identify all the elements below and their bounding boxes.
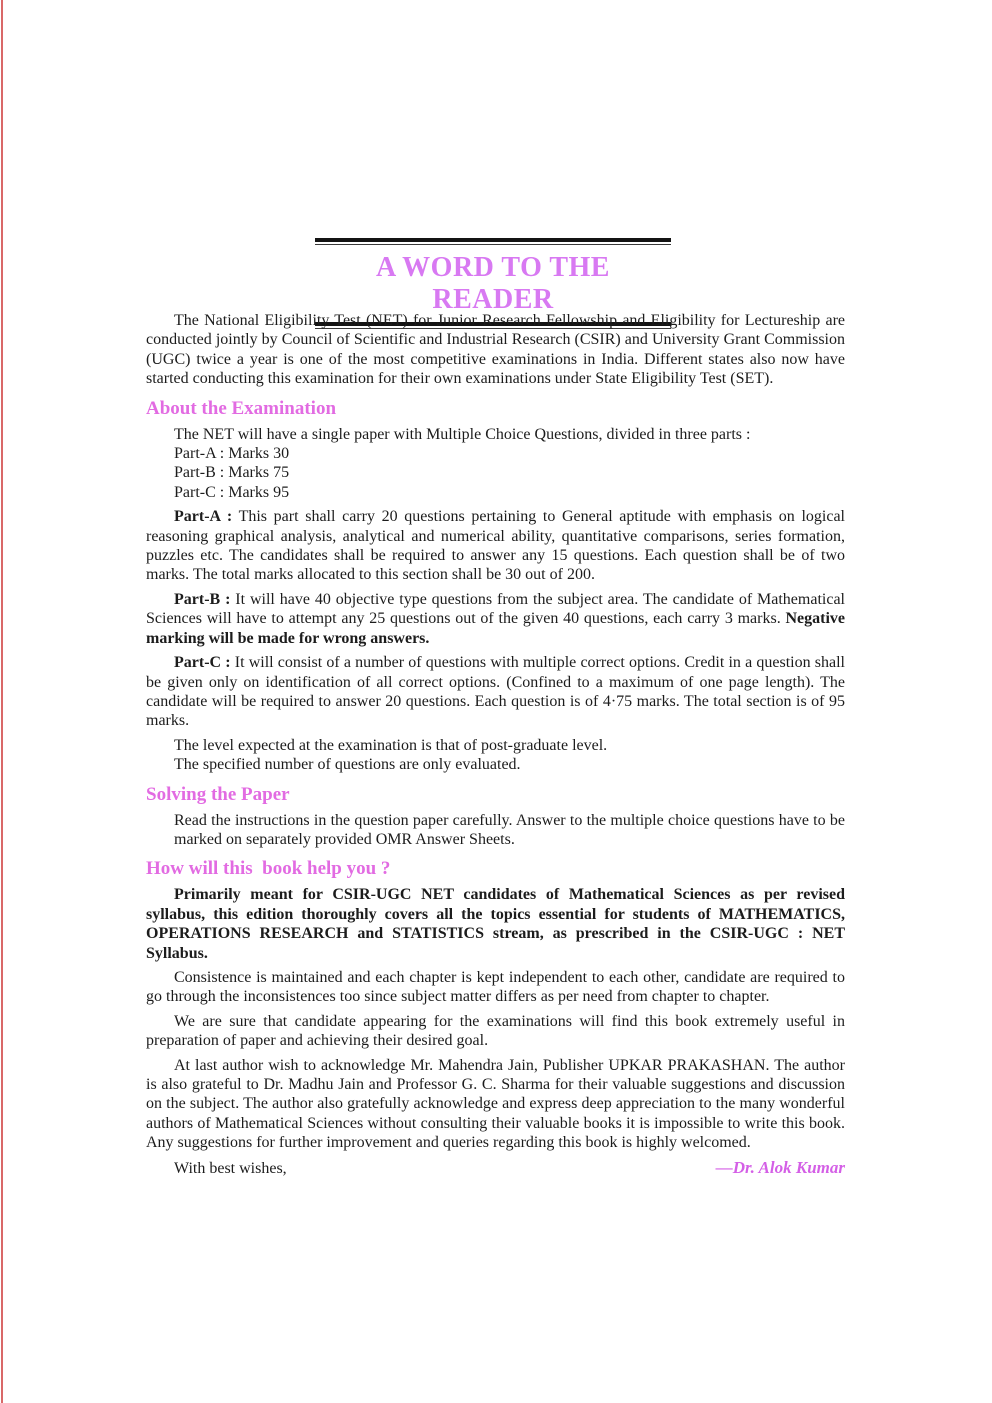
part-c-body: It will consist of a number of questions with multiple correct options. Credit in a question shall be given only on identification of all correct options. (Confined to a maximum of one page length). The candidate will be required to answer 20 questions. Each question is of 4·75 marks. The total section is of 95 marks. [146, 654, 845, 730]
part-a-paragraph [146, 507, 845, 585]
marks-line-part-b: Part-B : Marks 75 [174, 464, 290, 482]
help-paragraph-2: We are sure that candidate appearing for the examinations will find this book extremely useful in preparation of paper and achieving their desired goal. [146, 1012, 845, 1050]
about-note-2: The specified number of questions are only evaluated. [174, 756, 521, 774]
about-intro-line: The NET will have a single paper with Multiple Choice Questions, divided in three parts : [174, 425, 751, 443]
marks-line-part-c: Part-C : Marks 95 [174, 483, 290, 501]
part-b-lead: Part-B : [174, 590, 231, 608]
rule-thin [315, 244, 671, 245]
solving-paragraph: Read the instructions in the question paper carefully. Answer to the multiple choice questions have to be marked on separately provided OMR Answer Sheets. [174, 811, 845, 848]
part-a-body: This part shall carry 20 questions pertaining to General aptitude with emphasis on logical reasoning graphical analysis, analytical and numerical ability, quantitative comparisons, series formation, puzzles etc. The candidates shall be required to answer any 15 questions. Each question shall be of two marks. The total marks allocated to this section shall be 30 out of 200. [146, 508, 846, 584]
part-a-lead: Part-A : [174, 508, 233, 526]
intro-paragraph: The National Eligibility Test (NET) for Junior Research Fellowship and Eligibility for Lectureship are conducted jointly by Council of Scientific and Industrial Research (CSIR) and University Grant Commission (UGC) twice a year is one of the most competitive examinations in India. Different states also now have started conducting this examination for their own examinations under State Eligibility Test (SET). [146, 312, 845, 388]
author-signature: —Dr. Alok Kumar [715, 1157, 845, 1177]
heading-solving-the-paper: Solving the Paper [146, 783, 290, 805]
help-paragraph-1: Consistence is maintained and each chapter is kept independent to each other, candidate are required to go through the inconsistences too since subject matter differs as per need from chapter to chapter. [146, 968, 845, 1006]
part-b-body: It will have 40 objective type questions from the subject area. The candidate of Mathematical Sciences will have to attempt any 25 questions out of the given 40 questions, each carry 3 marks. [146, 590, 845, 628]
page-edge-stripe [1, 0, 3, 1403]
title-top-rule [315, 238, 671, 245]
marks-line-part-a: Part-A : Marks 30 [174, 445, 290, 463]
part-b-paragraph [146, 590, 845, 648]
part-c-lead: Part-C : [174, 654, 231, 672]
page-content [146, 311, 845, 1178]
closing-wishes: With best wishes, [174, 1159, 287, 1177]
heading-about-examination: About the Examination [146, 397, 337, 419]
closing-row [146, 1158, 845, 1178]
heading-how-will-this-book-help: How will this book help you ? [146, 858, 391, 880]
help-bold-paragraph: Primarily meant for CSIR-UGC NET candidates of Mathematical Sciences as per revised syllabus, this edition thoroughly covers all the topics essential for students of MATHEMATICS, OPERATIONS RESEARCH and STATISTICS stream, as prescribed in the CSIR-UGC : NET Syllabus. [146, 886, 845, 962]
help-paragraph-3: At last author wish to acknowledge Mr. Mahendra Jain, Publisher UPKAR PRAKASHAN. The author is also grateful to Dr. Madhu Jain and Professor G. C. Sharma for their valuable suggestions and discussion on the subject. The author also gratefully acknowledge and express deep appreciation to the many wonderful authors of Mathematical Sciences without consulting their valuable books it is impossible to write this book. Any suggestions for further improvement and queries regarding this book is highly welcomed. [146, 1056, 845, 1152]
part-b-bold-tail: Negative marking will be made for wrong answers. [146, 610, 845, 647]
rule-thick [315, 238, 671, 242]
part-c-paragraph [146, 653, 845, 731]
about-note-1: The level expected at the examination is that of post-graduate level. [174, 736, 608, 754]
page-title: A WORD TO THE READER [376, 252, 618, 315]
